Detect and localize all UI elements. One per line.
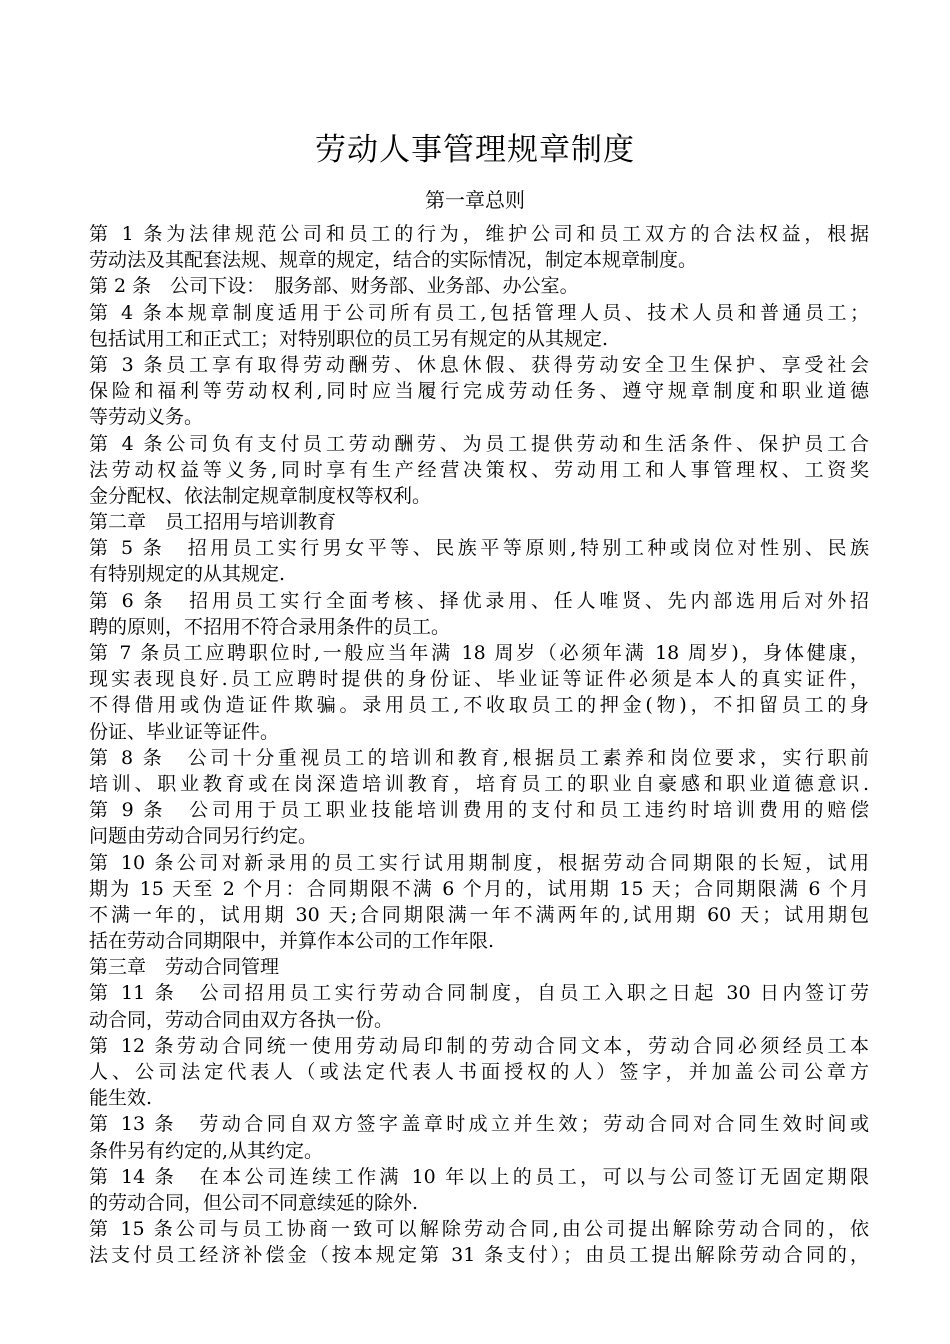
text-line: 法支付员工经济补偿金（按本规定第 31 条支付）；由员工提出解除劳动合同的， [89,1244,869,1267]
text-line: 劳动法及其配套法规、规章的规定，结合的实际情况，制定本规章制度。 [89,249,698,272]
text-line: 问题由劳动合同另行约定。 [89,825,318,848]
text-line: 第 1 条为法律规范公司和员工的行为，维护公司和员工双方的合法权益，根据 [89,223,869,245]
text-line: 第 15 条公司与员工协商一致可以解除劳动合同,由公司提出解除劳动合同的，依 [89,1218,869,1241]
text-line: 第 3 条员工享有取得劳动酬劳、休息休假、获得劳动安全卫生保护、享受社会 [89,353,869,376]
text-line: 能生效. [89,1087,153,1110]
text-line: 第二章 员工招用与培训教育 [89,511,337,534]
text-line: 条件另有约定的,从其约定。 [89,1139,324,1162]
document-body [89,221,869,1269]
text-line: 等劳动义务。 [89,406,204,429]
text-line: 份证、毕业证等证件。 [89,720,280,743]
text-line: 第 4 条公司负有支付员工劳动酬劳、为员工提供劳动和生活条件、保护员工合 [89,432,869,455]
text-line: 第 5 条 招用员工实行男女平等、民族平等原则,特别工种或岗位对性别、民族 [89,537,869,560]
text-line: 第 4 条本规章制度适用于公司所有员工,包括管理人员、技术人员和普通员工； [89,301,869,324]
text-line: 的劳动合同，但公司不同意续延的除外. [89,1191,419,1214]
chapter-heading: 第一章总则 [425,188,525,212]
text-line: 第 2 条 公司下设： 服务部、财务部、业务部、办公室。 [89,275,579,298]
text-line: 第 14 条 在本公司连续工作满 10 年以上的员工，可以与公司签订无固定期限 [89,1165,869,1188]
text-line: 人、公司法定代表人（或法定代表人书面授权的人）签字，并加盖公司公章方 [89,1061,869,1083]
text-line: 第 13 条 劳动合同自双方签字盖章时成立并生效；劳动合同对合同生效时间或 [89,1113,869,1136]
text-line: 金分配权、依法制定规章制度权等权利。 [89,484,432,507]
text-line: 动合同，劳动合同由双方各执一份。 [89,1008,394,1031]
text-line: 不满一年的，试用期 30 天;合同期限满一年不满两年的,试用期 60 天；试用期包 [89,903,869,926]
text-line: 第 7 条员工应聘职位时,一般应当年满 18 周岁（必须年满 18 周岁)，身体健康， [89,642,869,664]
text-line: 第 6 条 招用员工实行全面考核、择优录用、任人唯贤、先内部选用后对外招 [89,589,869,612]
text-line: 第 11 条 公司招用员工实行劳动合同制度，自员工入职之日起 30 日内签订劳 [89,982,869,1005]
text-line: 法劳动权益等义务,同时享有生产经营决策权、劳动用工和人事管理权、工资奖 [89,458,869,481]
text-line: 第 10 条公司对新录用的员工实行试用期制度，根据劳动合同期限的长短，试用 [89,851,869,874]
text-line: 现实表现良好.员工应聘时提供的身份证、毕业证等证件必须是本人的真实证件， [89,668,869,691]
text-line: 不得借用或伪造证件欺骗。录用员工,不收取员工的押金(物)，不扣留员工的身 [89,694,869,717]
text-line: 包括试用工和正式工；对特别职位的员工另有规定的从其规定. [89,327,609,350]
text-line: 保险和福利等劳动权利,同时应当履行完成劳动任务、遵守规章制度和职业道德 [89,380,869,403]
document-title: 劳动人事管理规章制度 [315,132,635,168]
text-line: 第 8 条 公司十分重视员工的培训和教育,根据员工素养和岗位要求，实行职前 [89,746,869,769]
text-line: 括在劳动合同期限中，并算作本公司的工作年限. [89,930,495,953]
text-line: 第三章 劳动合同管理 [89,956,280,979]
text-line: 第 12 条劳动合同统一使用劳动局印制的劳动合同文本，劳动合同必须经员工本 [89,1034,869,1057]
text-line: 聘的原则，不招用不符合录用条件的员工。 [89,615,451,638]
text-line: 期为 15 天至 2 个月：合同期限不满 6 个月的，试用期 15 天；合同期限满 6 个月 [89,877,869,900]
text-line: 有特别规定的从其规定. [89,563,286,586]
text-line: 第 9 条 公司用于员工职业技能培训费用的支付和员工违约时培训费用的赔偿 [89,799,869,822]
text-line: 培训、职业教育或在岗深造培训教育，培育员工的职业自豪感和职业道德意识. [89,772,869,795]
